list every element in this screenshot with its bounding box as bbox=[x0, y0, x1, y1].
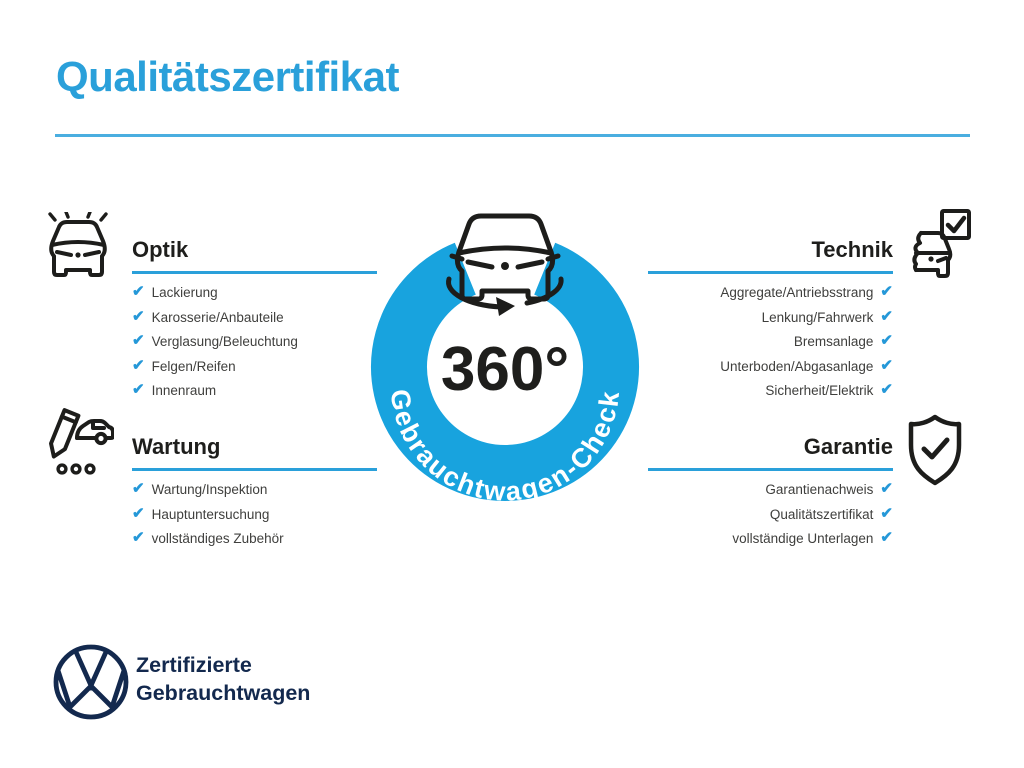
checklist-item-label: Unterboden/Abgasanlage bbox=[720, 358, 874, 374]
check-icon: ✔ bbox=[880, 283, 893, 300]
section-title: Technik bbox=[648, 237, 893, 274]
check-icon: ✔ bbox=[880, 332, 893, 349]
checklist bbox=[132, 480, 377, 546]
checklist-item-label: vollständige Unterlagen bbox=[732, 531, 874, 546]
car-shine-icon bbox=[45, 212, 111, 282]
checklist-item bbox=[648, 504, 893, 522]
ring-label: Gebrauchtwagen-Check bbox=[384, 387, 626, 507]
section-optik bbox=[132, 237, 377, 398]
checklist-item-label: Aggregate/Antriebsstrang bbox=[720, 285, 874, 300]
check-icon: ✔ bbox=[880, 504, 893, 522]
checklist-item bbox=[132, 529, 377, 546]
checklist-item bbox=[132, 504, 377, 522]
brand-claim-line2: Gebrauchtwagen bbox=[136, 680, 311, 705]
checklist-item-label: Hauptuntersuchung bbox=[151, 506, 270, 522]
checklist-item bbox=[648, 480, 893, 497]
check-icon: ✔ bbox=[880, 529, 893, 546]
check-icon: ✔ bbox=[132, 307, 145, 325]
section-title: Wartung bbox=[132, 434, 377, 471]
car-checkbox-icon bbox=[902, 209, 972, 283]
checklist-item bbox=[648, 332, 893, 349]
checklist-item-label: Bremsanlage bbox=[793, 334, 874, 349]
checklist-item-label: Innenraum bbox=[151, 383, 217, 398]
checklist-item-label: Lenkung/Fahrwerk bbox=[761, 309, 874, 325]
check-icon: ✔ bbox=[880, 480, 893, 497]
shield-check-icon bbox=[904, 412, 966, 492]
check-icon: ✔ bbox=[132, 381, 145, 398]
checklist-item bbox=[132, 356, 377, 374]
check-icon: ✔ bbox=[880, 356, 893, 374]
check-icon: ✔ bbox=[880, 307, 893, 325]
checklist bbox=[132, 283, 377, 398]
car-rotation-icon bbox=[449, 216, 562, 316]
360-check-badge bbox=[355, 195, 655, 517]
vw-logo bbox=[52, 643, 130, 721]
section-title: Optik bbox=[132, 237, 377, 274]
check-icon: ✔ bbox=[132, 504, 145, 522]
checklist-item bbox=[648, 307, 893, 325]
check-icon: ✔ bbox=[132, 529, 145, 546]
checklist-item bbox=[132, 332, 377, 349]
degree-label: 360° bbox=[440, 335, 570, 404]
check-icon: ✔ bbox=[132, 356, 145, 374]
checklist-item bbox=[132, 381, 377, 398]
checklist-item bbox=[648, 356, 893, 374]
check-icon: ✔ bbox=[132, 283, 145, 300]
checklist bbox=[648, 480, 893, 546]
service-pencil-car-icon bbox=[42, 405, 114, 479]
checklist-item-label: vollständiges Zubehör bbox=[151, 531, 284, 546]
checklist-item bbox=[648, 283, 893, 300]
checklist-item-label: Karosserie/Anbauteile bbox=[151, 309, 284, 325]
checklist-item-label: Sicherheit/Elektrik bbox=[765, 383, 874, 398]
checklist-item bbox=[648, 381, 893, 398]
check-icon: ✔ bbox=[880, 381, 893, 398]
section-garantie bbox=[648, 434, 893, 546]
checklist-item bbox=[132, 283, 377, 300]
brand-claim bbox=[136, 652, 310, 707]
checklist-item-label: Verglasung/Beleuchtung bbox=[151, 334, 298, 349]
checklist-item-label: Felgen/Reifen bbox=[151, 358, 236, 374]
section-wartung bbox=[132, 434, 377, 546]
check-icon: ✔ bbox=[132, 332, 145, 349]
section-title: Garantie bbox=[648, 434, 893, 471]
checklist-item-label: Qualitätszertifikat bbox=[769, 506, 874, 522]
checklist-item bbox=[132, 480, 377, 497]
checklist-item bbox=[132, 307, 377, 325]
section-technik bbox=[648, 237, 893, 398]
checklist-item-label: Wartung/Inspektion bbox=[151, 482, 268, 497]
check-icon: ✔ bbox=[132, 480, 145, 497]
checklist-item bbox=[648, 529, 893, 546]
checklist-item-label: Lackierung bbox=[151, 285, 218, 300]
title-divider bbox=[55, 134, 970, 137]
checklist bbox=[648, 283, 893, 398]
brand-claim-line1: Zertifizierte bbox=[136, 653, 252, 677]
checklist-item-label: Garantienachweis bbox=[765, 482, 874, 497]
page-title: Qualitätszertifikat bbox=[56, 53, 399, 100]
